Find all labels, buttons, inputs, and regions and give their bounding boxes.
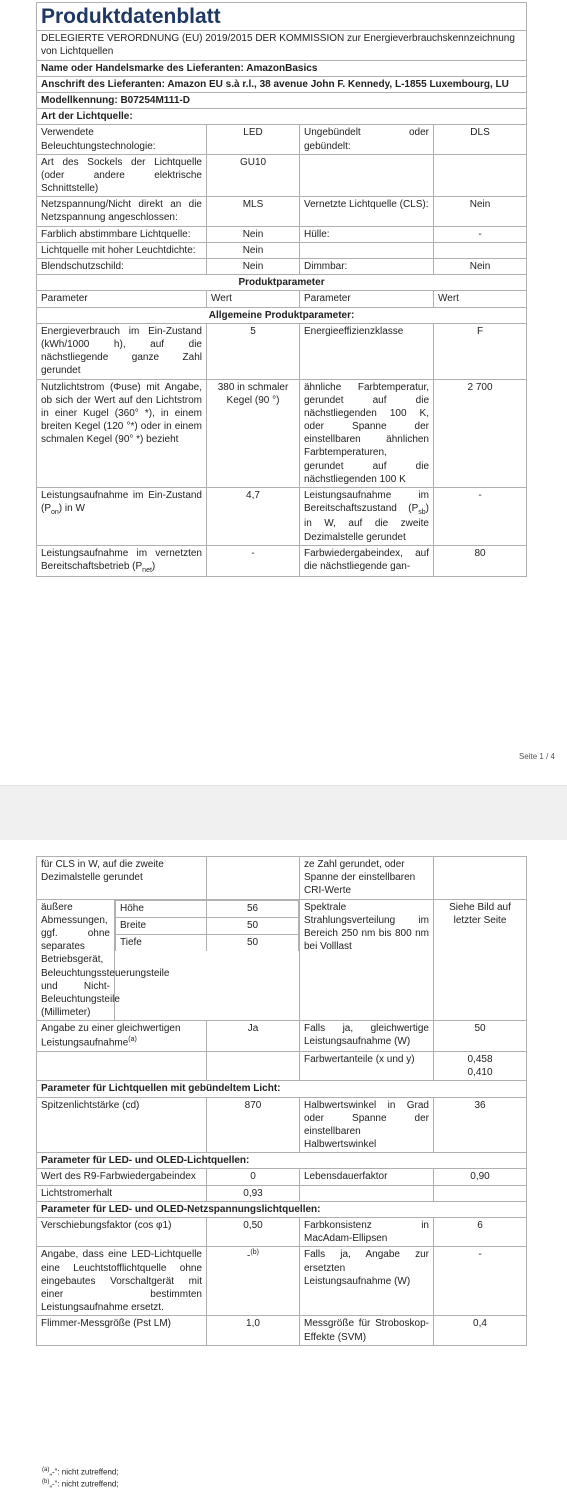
param-value: F	[434, 323, 527, 379]
param-value: Nein	[434, 197, 527, 226]
dimension-value: 50	[207, 934, 299, 951]
param-label: Leistungsaufnahme im vernetzten Bereitschaftsbetrieb $(P_{net})$	[37, 545, 207, 576]
param-row	[37, 1021, 527, 1052]
type-row	[37, 242, 527, 258]
param-label: Farbwiedergabeindex, auf die nächstliegende gan-	[300, 545, 434, 576]
param-value: LED	[207, 125, 300, 154]
param-label	[300, 1185, 434, 1201]
dimensions-table	[115, 900, 299, 951]
param-label: Art des Sockels der Lichtquelle (oder andere elektrische Schnittstelle)	[37, 154, 207, 197]
param-label: Lebensdauerfaktor	[300, 1169, 434, 1185]
param-value: -	[434, 1247, 527, 1316]
param-value: -$^{(b)}$	[207, 1247, 300, 1316]
param-label: Angabe zu einer gleichwertigen Leistungsaufnahme$^{(a)}$	[37, 1021, 207, 1052]
regulation-text: DELEGIERTE VERORDNUNG (EU) 2019/2015 DER KOMMISSION zur Energieverbrauchskennzeichnung von Lichtquellen	[37, 31, 527, 60]
dimension-value: 50	[207, 917, 299, 934]
param-row	[37, 1051, 527, 1080]
param-value: Nein	[207, 259, 300, 275]
column-header-row	[37, 291, 527, 307]
param-label: Lichtquelle mit hoher Leuchtdichte:	[37, 242, 207, 258]
param-value: 6	[434, 1218, 527, 1247]
param-label: Falls ja, gleichwertige Leistungsaufnahme (W)	[300, 1021, 434, 1052]
dimension-name: Breite	[116, 917, 207, 934]
param-value: 1,0	[207, 1316, 300, 1345]
type-row	[37, 125, 527, 154]
product-data-sheet-table	[36, 2, 527, 577]
column-header: Parameter	[37, 291, 207, 307]
param-row	[37, 1169, 527, 1185]
param-value: 5	[207, 323, 300, 379]
dimensions-row	[37, 899, 527, 1021]
param-row	[37, 545, 527, 576]
param-label: Wert des R9-Farbwiedergabeindex	[37, 1169, 207, 1185]
param-value: -	[434, 226, 527, 242]
param-label: Halbwertswinkel in Grad oder Spanne der einstellbaren Halbwertswinkel	[300, 1097, 434, 1153]
param-value: MLS	[207, 197, 300, 226]
param-value	[434, 857, 527, 900]
param-label: Ungebündelt oder gebündelt:	[300, 125, 434, 154]
param-value: 0	[207, 1169, 300, 1185]
param-value: 50	[434, 1021, 527, 1052]
dimension-row	[116, 934, 299, 951]
product-data-sheet-table-continued	[36, 856, 527, 1346]
light-source-type-heading: Art der Lichtquelle:	[37, 109, 527, 125]
param-value: Nein	[207, 242, 300, 258]
param-label: Netzspannung/Nicht direkt an die Netzspannung angeschlossen:	[37, 197, 207, 226]
column-header: Wert	[207, 291, 300, 307]
mains-heading: Parameter für LED- und OLED-Netzspannungslichtquellen:	[37, 1201, 527, 1217]
dimension-row	[116, 900, 299, 917]
document-page-2	[0, 840, 567, 1500]
param-row-continued	[37, 857, 527, 900]
param-label: Energieeffizienzklasse	[300, 323, 434, 379]
param-row	[37, 1218, 527, 1247]
type-row	[37, 154, 527, 197]
param-value: 4,7	[207, 488, 300, 546]
param-label	[300, 154, 434, 197]
param-value	[434, 242, 527, 258]
supplier-address: Anschrift des Lieferanten: Amazon EU s.à r.l., 38 avenue John F. Kennedy, L-1855 Luxembourg, LU	[37, 76, 527, 92]
param-value: 2 700	[434, 379, 527, 488]
param-value	[434, 1185, 527, 1201]
param-value: Siehe Bild auf letzter Seite	[434, 899, 527, 1021]
column-header: Parameter	[300, 291, 434, 307]
param-label: Nutzlichtstrom (Φuse) mit Angabe, ob sich der Wert auf den Lichtstrom in einer Kugel (360° *), in einem breiten Kegel (120 °*) oder in einem schmalen Kegel (90° *) bezieht	[37, 379, 207, 488]
param-label: Flimmer-Messgröße (Pst LM)	[37, 1316, 207, 1345]
supplier-name: Name oder Handelsmarke des Lieferanten: AmazonBasics	[37, 60, 527, 76]
param-label: Farbwertanteile (x und y)	[300, 1051, 434, 1080]
dimension-name: Höhe	[116, 900, 207, 917]
param-value: DLS	[434, 125, 527, 154]
type-row	[37, 226, 527, 242]
dimension-name: Tiefe	[116, 934, 207, 951]
param-label: Farblich abstimmbare Lichtquelle:	[37, 226, 207, 242]
footnotes	[42, 1466, 119, 1491]
param-label: Messgröße für Stroboskop-Effekte (SVM)	[300, 1316, 434, 1345]
sheet-title: Produktdatenblatt	[37, 3, 527, 31]
param-label: Energieverbrauch im Ein-Zustand (kWh/1000 h), auf die nächstliegende ganze Zahl gerundet	[37, 323, 207, 379]
param-value: 0,458 0,410	[434, 1051, 527, 1080]
footnote: $^{(a)}$„-“: nicht zutreffend;	[42, 1467, 119, 1477]
param-value: -	[434, 488, 527, 546]
param-row	[37, 488, 527, 546]
param-label: Verwendete Beleuchtungstechnologie:	[37, 125, 207, 154]
param-value: -	[207, 545, 300, 576]
param-label: Spektrale Strahlungsverteilung im Bereich 250 nm bis 800 nm bei Volllast	[300, 899, 434, 1021]
param-value: Nein	[207, 226, 300, 242]
param-label: Spitzenlichtstärke (cd)	[37, 1097, 207, 1153]
param-value: 80	[434, 545, 527, 576]
param-value: 36	[434, 1097, 527, 1153]
type-row	[37, 259, 527, 275]
footnote: $^{(b)}$„-“: nicht zutreffend;	[42, 1479, 119, 1489]
param-value: 0,50	[207, 1218, 300, 1247]
dimension-row	[116, 917, 299, 934]
param-label: Lichtstromerhalt	[37, 1185, 207, 1201]
param-value	[207, 1051, 300, 1080]
column-header: Wert	[434, 291, 527, 307]
param-value: Ja	[207, 1021, 300, 1052]
param-label: Blendschutzschild:	[37, 259, 207, 275]
param-label: Angabe, dass eine LED-Lichtquelle eine Leuchtstofflichtquelle ohne eingebautes Vorschaltgerät mit einer bestimmten Leistungsaufnahme ersetzt.	[37, 1247, 207, 1316]
param-value: Nein	[434, 259, 527, 275]
param-label	[300, 242, 434, 258]
led-heading: Parameter für LED- und OLED-Lichtquellen:	[37, 1153, 527, 1169]
param-label: Vernetzte Lichtquelle (CLS):	[300, 197, 434, 226]
param-value: 0,4	[434, 1316, 527, 1345]
page-number: Seite 1 / 4	[518, 752, 555, 761]
param-row	[37, 1185, 527, 1201]
param-value: 380 in schmaler Kegel (90 °)	[207, 379, 300, 488]
param-row	[37, 323, 527, 379]
page-separator	[0, 785, 567, 842]
param-label: ähnliche Farbtemperatur, gerundet auf die nächstliegenden 100 K, oder Spanne der einstellbaren ähnlichen Farbtemperaturen, gerundet auf die nächstliegenden 100 K	[300, 379, 434, 488]
param-label: Leistungsaufnahme im Bereitschaftszustand $(P_{sb})$ in W, auf die zweite Dezimalstelle gerundet	[300, 488, 434, 546]
param-label: Dimmbar:	[300, 259, 434, 275]
param-label: Farbkonsistenz in MacAdam-Ellipsen	[300, 1218, 434, 1247]
directional-heading: Parameter für Lichtquellen mit gebündeltem Licht:	[37, 1081, 527, 1097]
model-identifier: Modellkennung: B07254M111-D	[37, 92, 527, 108]
param-label: ze Zahl gerundet, oder Spanne der einstellbaren CRI-Werte	[300, 857, 434, 900]
dimensions-label: äußere Abmessungen, ggf. ohne separates Betriebsgerät, Beleuchtungssteuerungsteile und Nicht-Beleuchtungsteile (Millimeter)	[37, 899, 115, 1021]
param-value: 0,90	[434, 1169, 527, 1185]
param-label: Falls ja, Angabe zur ersetzten Leistungsaufnahme (W)	[300, 1247, 434, 1316]
param-row	[37, 1097, 527, 1153]
param-value: 0,93	[207, 1185, 300, 1201]
param-value: 870	[207, 1097, 300, 1153]
type-row	[37, 197, 527, 226]
dimension-value: 56	[207, 900, 299, 917]
dimensions-cell	[115, 899, 300, 1021]
param-value	[434, 154, 527, 197]
param-row	[37, 1247, 527, 1316]
param-row	[37, 1316, 527, 1345]
param-label	[37, 1051, 207, 1080]
param-value: GU10	[207, 154, 300, 197]
param-label: Leistungsaufnahme im Ein-Zustand $(P_{on})$ in W	[37, 488, 207, 546]
general-parameters-heading: Allgemeine Produktparameter:	[37, 307, 527, 323]
param-label: Verschiebungsfaktor (cos φ1)	[37, 1218, 207, 1247]
product-parameters-heading: Produktparameter	[37, 275, 527, 291]
param-label: für CLS in W, auf die zweite Dezimalstelle gerundet	[37, 857, 207, 900]
param-label: Hülle:	[300, 226, 434, 242]
param-value	[207, 857, 300, 900]
param-row	[37, 379, 527, 488]
